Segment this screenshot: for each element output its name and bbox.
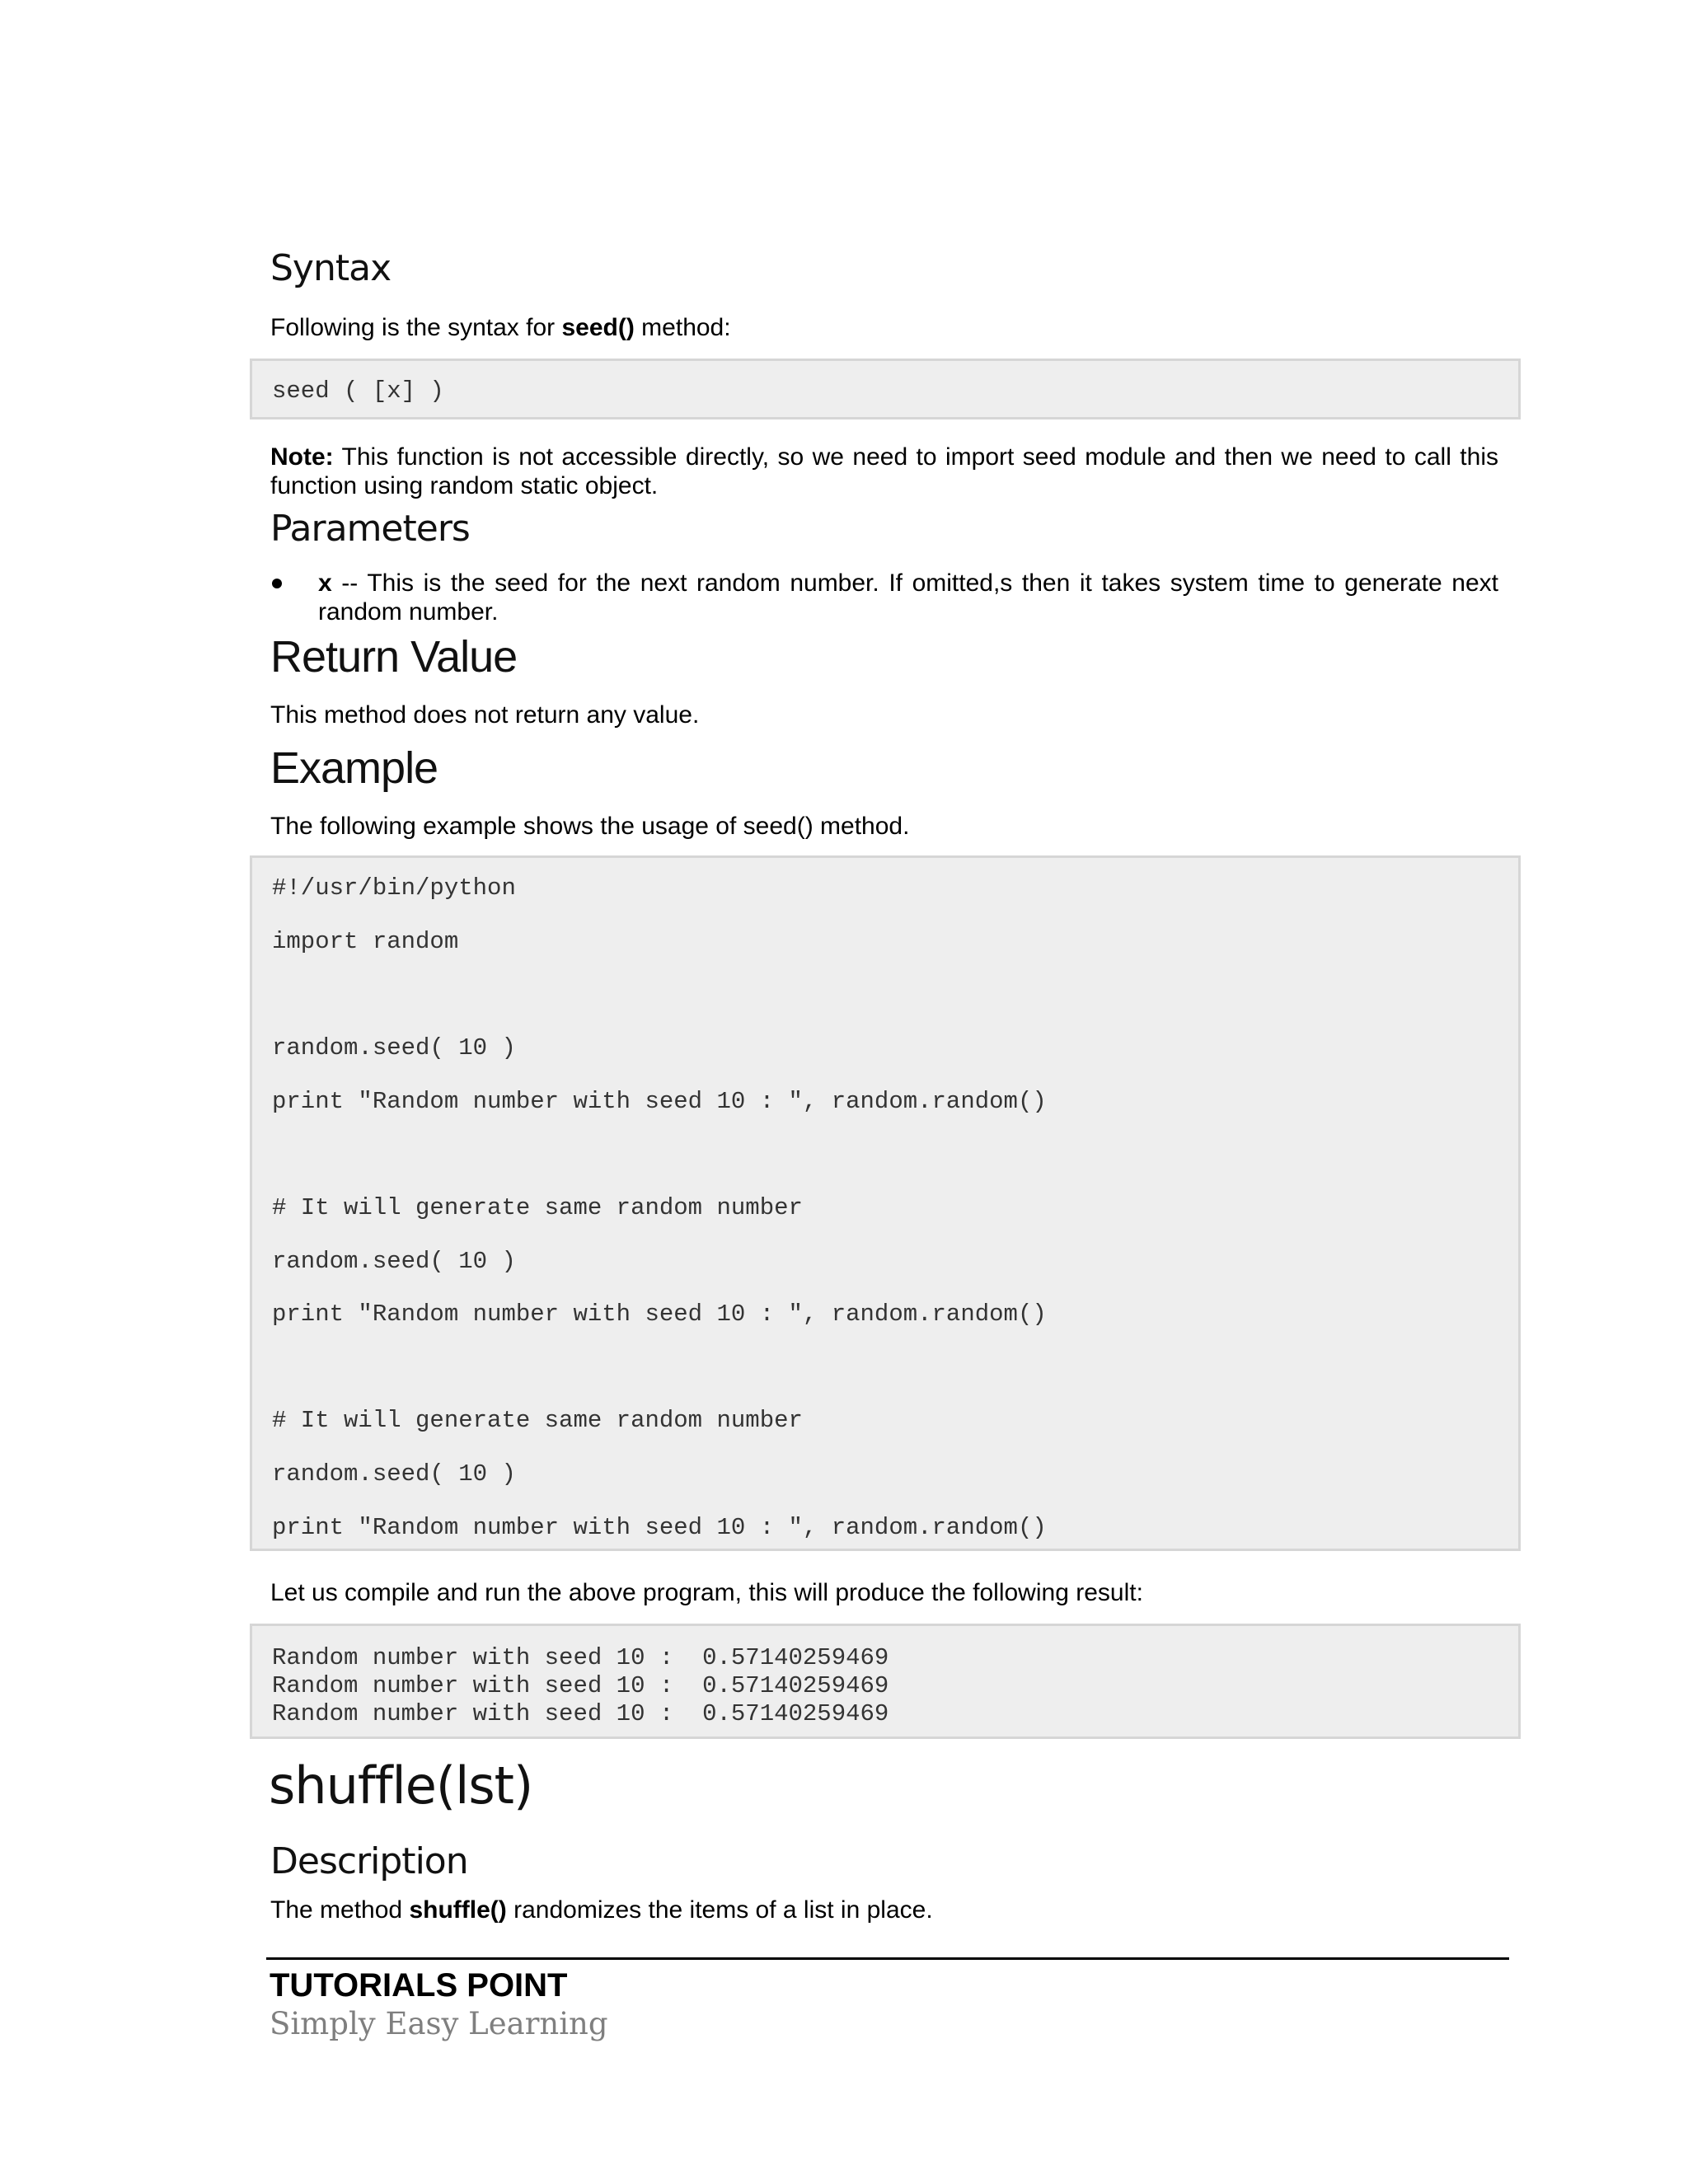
footer-divider xyxy=(266,1957,1509,1960)
syntax-code-box xyxy=(250,359,1521,419)
code-line: # It will generate same random number xyxy=(272,1407,803,1434)
output-line: Random number with seed 10 : 0.57140259469 xyxy=(272,1700,889,1727)
code-line: print "Random number with seed 10 : ", random.random() xyxy=(272,1301,1047,1328)
output-line: Random number with seed 10 : 0.57140259469 xyxy=(272,1644,889,1671)
code-line: import random xyxy=(272,928,459,955)
note-paragraph xyxy=(270,443,1498,500)
parameters-heading: Parameters xyxy=(270,508,470,550)
syntax-intro xyxy=(270,313,731,342)
parameter-name: x xyxy=(318,569,332,597)
return-value-text: This method does not return any value. xyxy=(270,701,700,729)
output-line: Random number with seed 10 : 0.57140259469 xyxy=(272,1672,889,1699)
shuffle-desc-bold: shuffle() xyxy=(409,1896,507,1924)
shuffle-desc-after: randomizes the items of a list in place. xyxy=(506,1896,933,1924)
example-code-box xyxy=(250,855,1521,1551)
code-line: random.seed( 10 ) xyxy=(272,1460,516,1488)
bullet-icon xyxy=(272,579,282,588)
return-value-heading: Return Value xyxy=(270,632,518,682)
syntax-code: seed ( [x] ) xyxy=(272,377,444,405)
note-text: This function is not accessible directly, so we need to import seed module and then we need to call this function using random static object. xyxy=(270,443,1498,499)
syntax-intro-before: Following is the syntax for xyxy=(270,314,562,341)
shuffle-desc-before: The method xyxy=(270,1896,410,1924)
code-line: random.seed( 10 ) xyxy=(272,1248,516,1275)
example-heading: Example xyxy=(270,743,438,793)
note-label: Note: xyxy=(270,443,334,471)
parameter-item xyxy=(318,569,1498,626)
code-line: random.seed( 10 ) xyxy=(272,1034,516,1062)
shuffle-heading: shuffle(lst) xyxy=(269,1755,533,1816)
output-box xyxy=(250,1624,1521,1739)
code-line: #!/usr/bin/python xyxy=(272,874,516,902)
syntax-intro-after: method: xyxy=(634,314,731,341)
result-intro: Let us compile and run the above program, this will produce the following result: xyxy=(270,1579,1143,1606)
shuffle-description xyxy=(270,1896,933,1924)
code-line: print "Random number with seed 10 : ", random.random() xyxy=(272,1088,1047,1115)
description-heading: Description xyxy=(270,1840,468,1882)
footer-brand: TUTORIALS POINT xyxy=(270,1967,568,2004)
syntax-heading: Syntax xyxy=(270,247,392,289)
syntax-intro-bold: seed() xyxy=(561,314,635,341)
footer-tagline: Simply Easy Learning xyxy=(270,2006,608,2041)
parameter-text: -- This is the seed for the next random number. If omitted,s then it takes system time to generate next random number. xyxy=(318,569,1498,626)
code-line: # It will generate same random number xyxy=(272,1194,803,1221)
code-line: print "Random number with seed 10 : ", random.random() xyxy=(272,1514,1047,1541)
example-intro: The following example shows the usage of seed() method. xyxy=(270,813,910,840)
